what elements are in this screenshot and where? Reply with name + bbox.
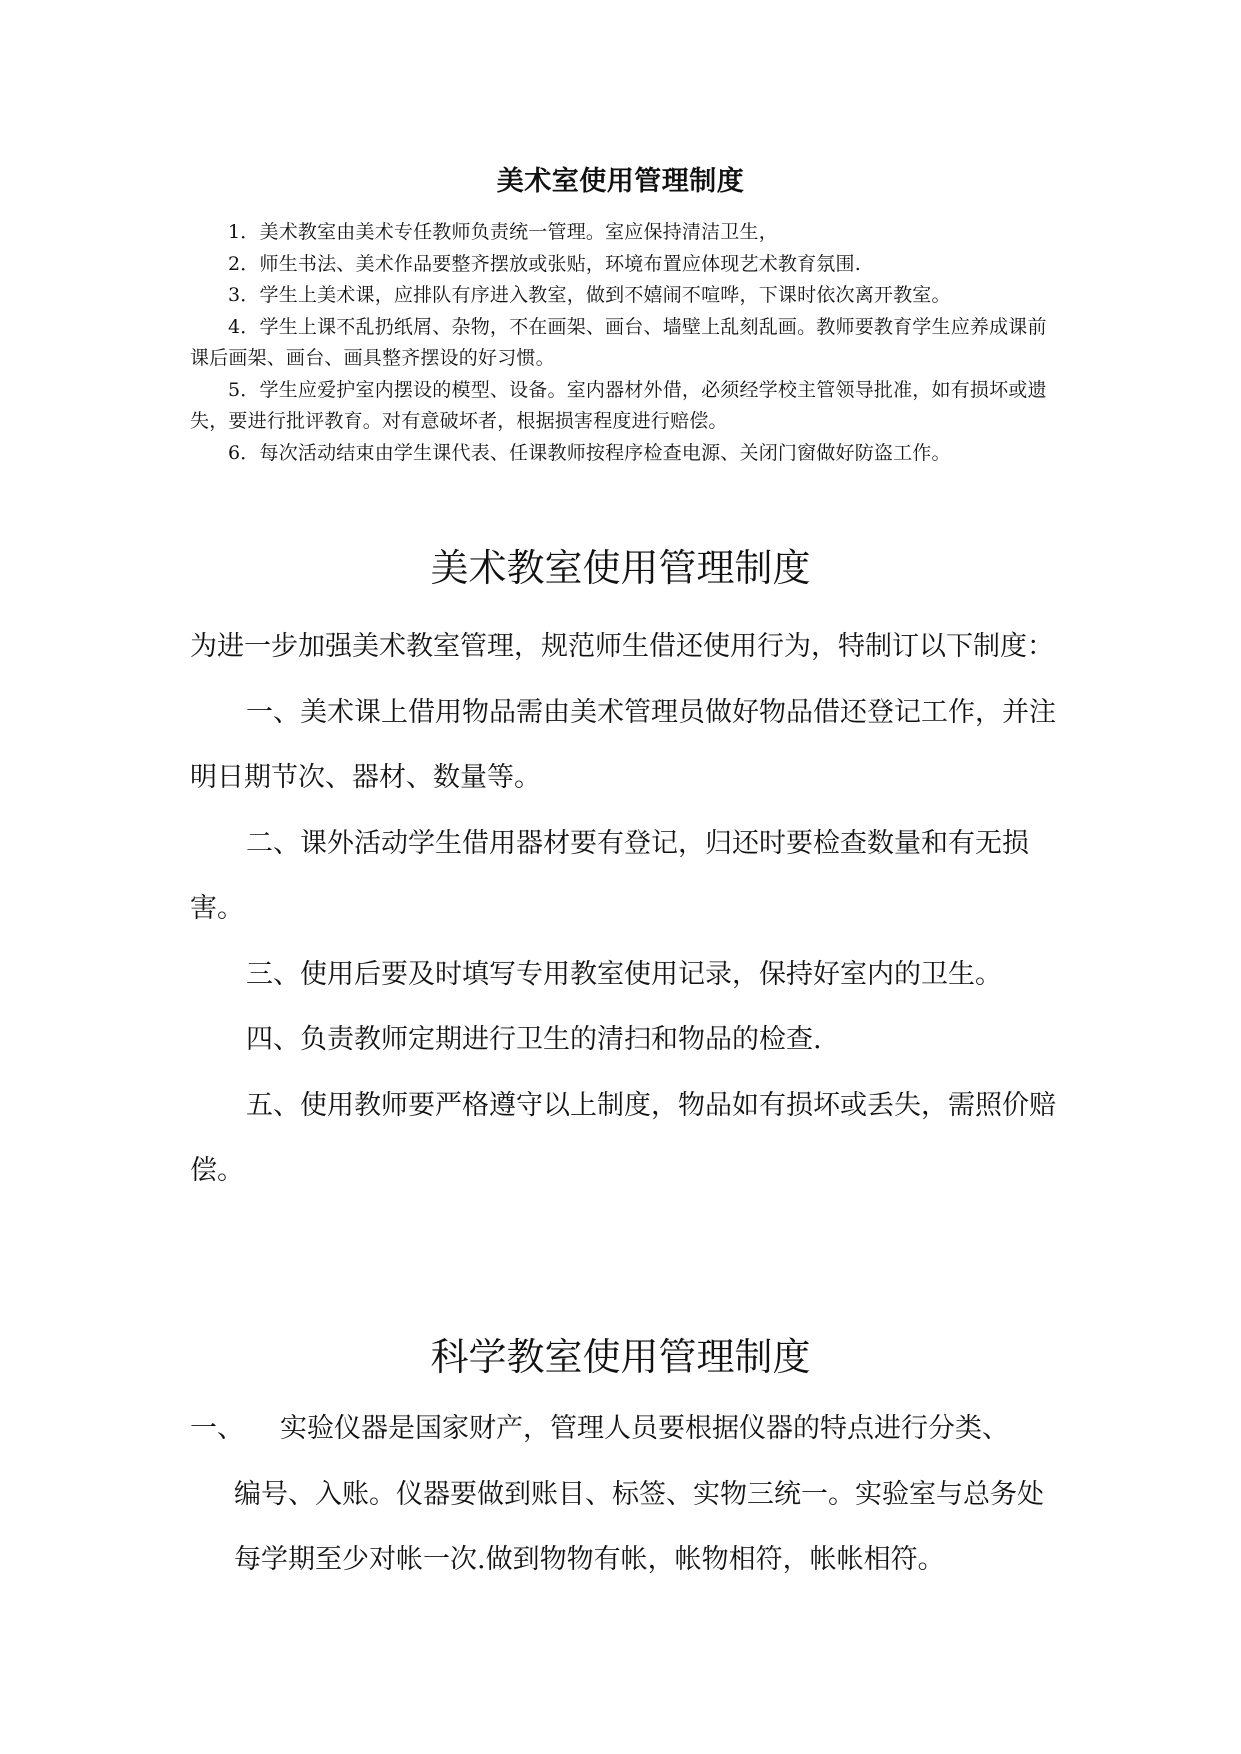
section3-item-number: 一、 — [190, 1413, 244, 1444]
section2-item: 一、美术课上借用物品需由美术管理员做好物品借还登记工作，并注明日期节次、器材、数量等。 — [190, 696, 1056, 793]
section3-body — [190, 1396, 1062, 1593]
section3-item-rest-text: 编号、入账。仪器要做到账目、标签、实物三统一。实验室与总务处每学期至少对帐一次.做到物物有帐，帐物相符，帐帐相符。 — [234, 1478, 1044, 1575]
section3-item-continuation — [190, 1462, 1062, 1593]
section3-item-first-line — [190, 1396, 1062, 1462]
section2-intro: 为进一步加强美术教室管理，规范师生借还使用行为，特制订以下制度： — [190, 631, 1054, 662]
section2-item: 三、使用后要及时填写专用教室使用记录，保持好室内的卫生。 — [246, 958, 1002, 990]
section2-item: 四、负责教师定期进行卫生的清扫和物品的检查. — [246, 1024, 822, 1055]
section3-item-first-text: 实验仪器是国家财产，管理人员要根据仪器的特点进行分类、 — [280, 1413, 1009, 1444]
section1-list — [190, 217, 1062, 469]
section1-item: 3．学生上美术课，应排队有序进入教室，做到不嬉闹不喧哗，下课时依次离开教室。 — [228, 284, 951, 306]
section2-item: 五、使用教师要严格遵守以上制度，物品如有损坏或丢失，需照价赔偿。 — [190, 1089, 1056, 1186]
section1-item: 4．学生上课不乱扔纸屑、杂物，不在画架、画台、墙壁上乱刻乱画。教师要教育学生应养成课前课后画架、画台、画具整齐摆设的好习惯。 — [190, 315, 1047, 369]
section1-title: 美术室使用管理制度 — [496, 166, 745, 197]
section2-body — [190, 614, 1062, 1204]
section2-item: 二、课外活动学生借用器材要有登记，归还时要检查数量和有无损害。 — [190, 827, 1029, 924]
section1-item: 1．美术教室由美术专任教师负责统一管理。室应保持清洁卫生， — [228, 221, 778, 243]
section3-title: 科学教室使用管理制度 — [430, 1335, 811, 1379]
section1-item: 5．学生应爱护室内摆设的模型、设备。室内器材外借，必须经学校主管领导批准，如有损坏或遗失，要进行批评教育。对有意破坏者，根据损害程度进行赔偿。 — [190, 378, 1047, 432]
section2-title: 美术教室使用管理制度 — [430, 546, 811, 590]
section1-item: 2．师生书法、美术作品要整齐摆放或张贴，环境布置应体现艺术教育氛围. — [228, 252, 861, 275]
section1-item: 6．每次活动结束由学生课代表、任课教师按程序检查电源、关闭门窗做好防盗工作。 — [228, 441, 951, 464]
